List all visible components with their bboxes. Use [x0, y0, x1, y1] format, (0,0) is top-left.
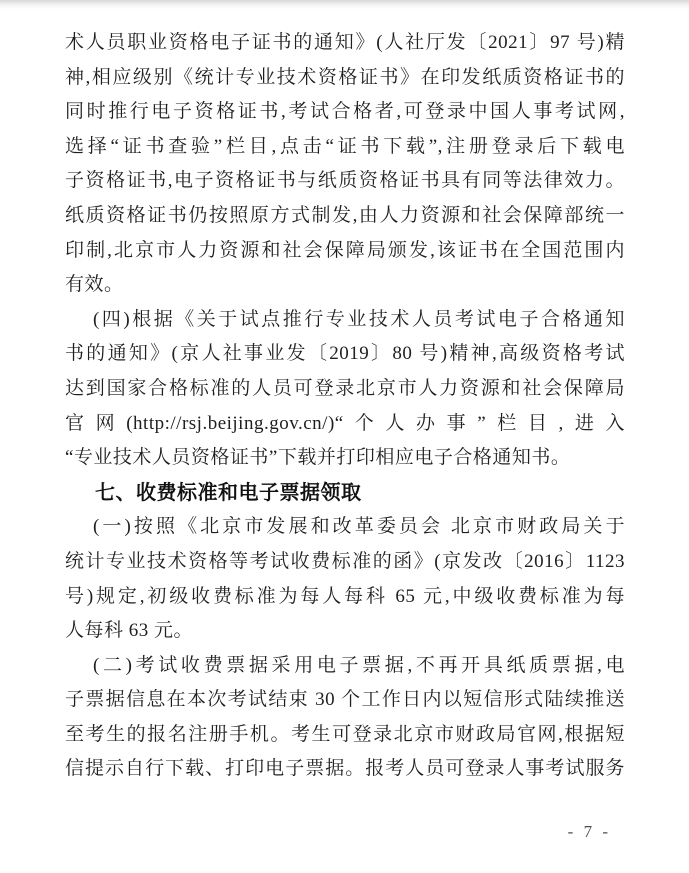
text-line: 号)规定,初级收费标准为每人每科 65 元,中级收费标准为每 [65, 585, 625, 607]
paragraph-end-line: “专业技术人员资格证书”下载并打印相应电子合格通知书。 [65, 447, 571, 469]
text-line: 神,相应级别《统计专业技术资格证书》在印发纸质资格证书的 [65, 66, 625, 88]
text-line: 纸质资格证书仍按照原方式制发,由人力资源和社会保障部统一 [65, 204, 625, 226]
paragraph-start-line: (一)按照《北京市发展和改革委员会 北京市财政局关于 [93, 516, 625, 538]
paragraph-end-line: 有效。 [65, 274, 124, 296]
scan-top-shadow [0, 0, 689, 9]
paragraph-end-line: 人每科 63 元。 [65, 620, 194, 642]
text-line: 信提示自行下载、打印电子票据。报考人员可登录人事考试服务 [65, 758, 625, 780]
text-line: 选择“证书查验”栏目,点击“证书下载”,注册登录后下载电 [65, 135, 625, 157]
text-line: 同时推行电子资格证书,考试合格者,可登录中国人事考试网, [65, 101, 625, 123]
text-line: 至考生的报名注册手机。考生可登录北京市财政局官网,根据短 [65, 723, 625, 745]
text-line: 术人员职业资格电子证书的通知》(人社厅发〔2021〕97 号)精 [65, 32, 625, 53]
text-line: 书的通知》(京人社事业发〔2019〕80 号)精神,高级资格考试 [65, 343, 625, 365]
document-text-block [65, 26, 625, 787]
text-line: 达到国家合格标准的人员可登录北京市人力资源和社会保障局 [65, 377, 625, 399]
section-heading: 七、收费标准和电子票据领取 [95, 481, 362, 504]
paragraph-start-line: (二)考试收费票据采用电子票据,不再开具纸质票据,电 [93, 654, 625, 676]
text-line: 子票据信息在本次考试结束 30 个工作日内以短信形式陆续推送 [65, 689, 625, 711]
text-line: 印制,北京市人力资源和社会保障局颁发,该证书在全国范围内 [65, 239, 625, 261]
text-line: 子资格证书,电子资格证书与纸质资格证书具有同等法律效力。 [65, 170, 625, 192]
text-line-with-url: 官网(http://rsj.beijing.gov.cn/)“个人办事”栏目,进入 [65, 412, 625, 434]
page-number: - 7 - [567, 822, 611, 841]
text-line: 统计专业技术资格等考试收费标准的函》(京发改〔2016〕1123 [65, 550, 625, 572]
paragraph-start-line: (四)根据《关于试点推行专业技术人员考试电子合格通知 [93, 308, 625, 330]
